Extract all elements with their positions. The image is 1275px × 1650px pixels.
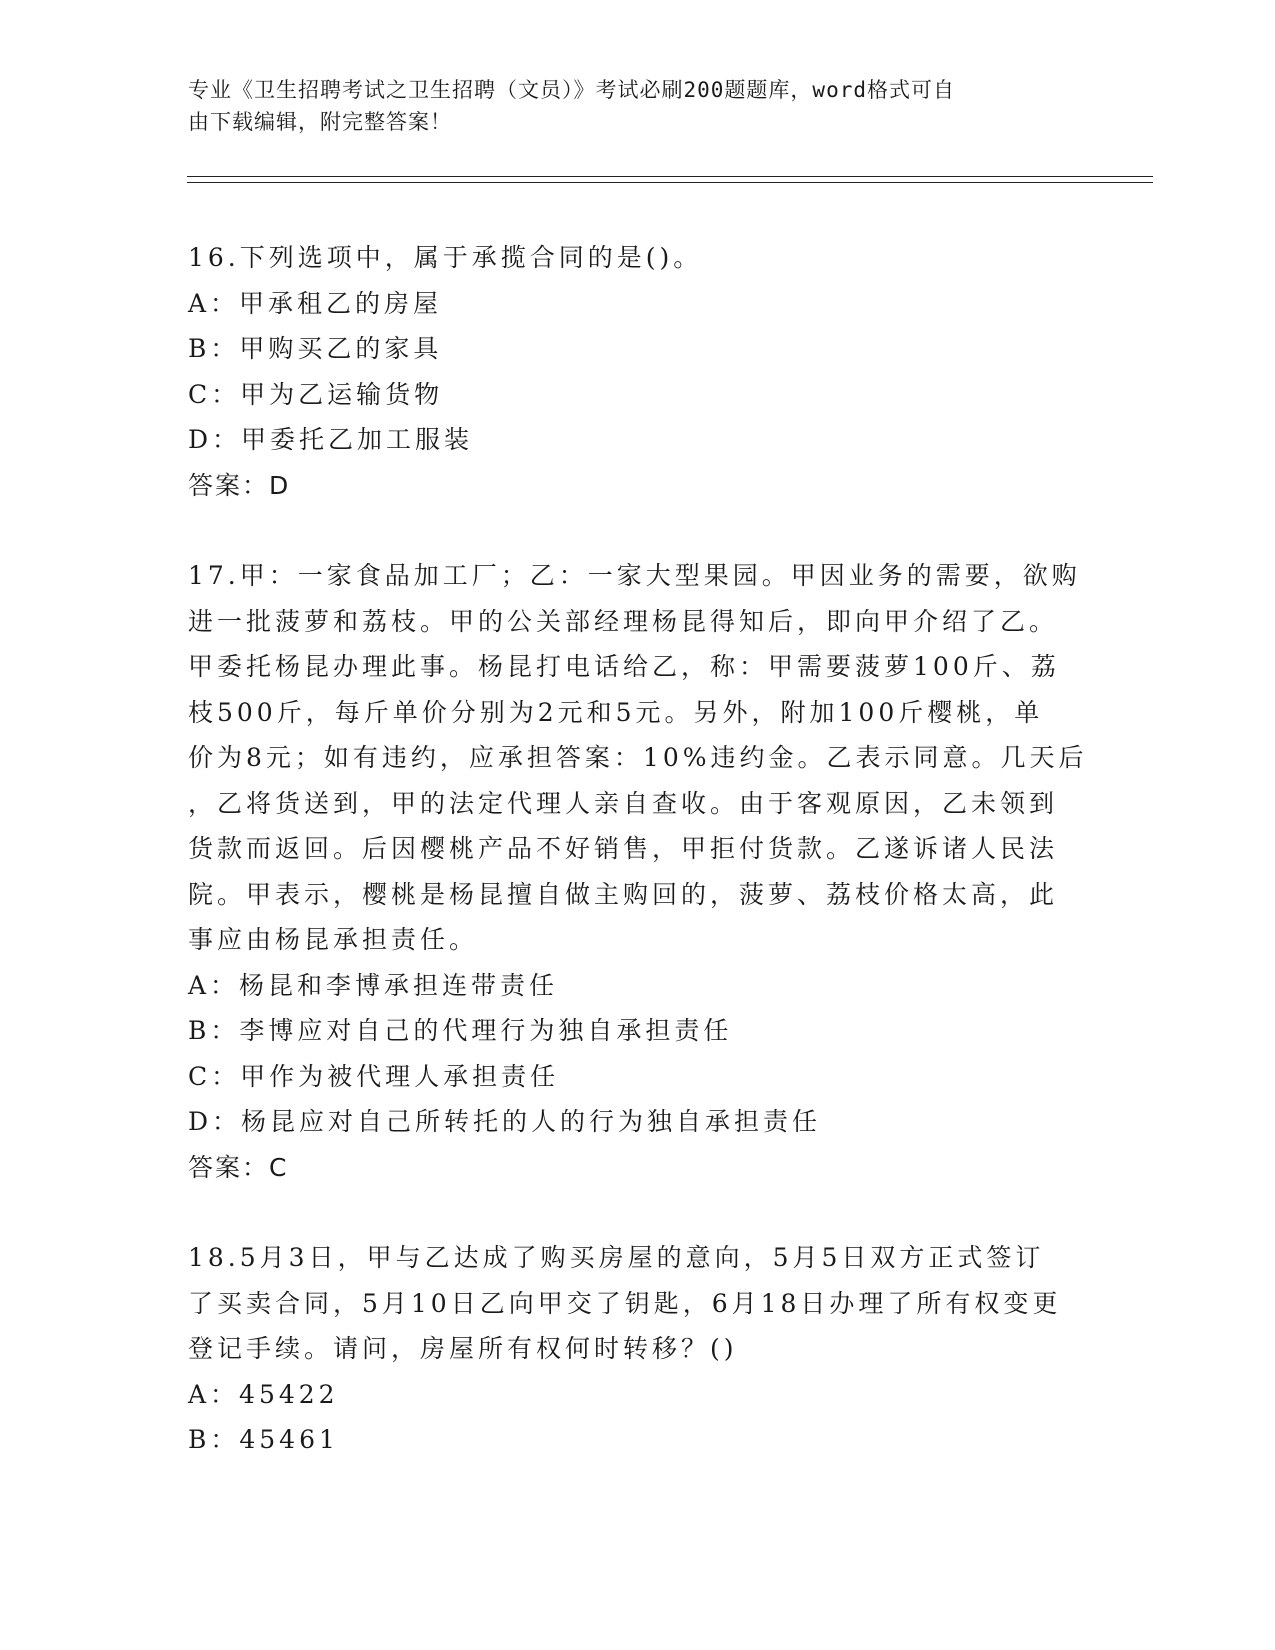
question-stem-line: 了买卖合同，5月10日乙向甲交了钥匙，6月18日办理了所有权变更 <box>188 1288 1062 1318</box>
option-d: D：杨昆应对自己所转托的人的行为独自承担责任 <box>188 1107 822 1136</box>
question-stem-line: 院。甲表示，樱桃是杨昆擅自做主购回的，菠萝、荔枝价格太高，此 <box>188 879 1059 909</box>
document-header <box>188 74 1068 138</box>
question-17 <box>188 553 1088 1190</box>
question-stem-line: 登记手续。请问，房屋所有权何时转移？() <box>188 1334 738 1363</box>
question-stem-line: 18.5月3日，甲与乙达成了购买房屋的意向，5月5日双方正式签订 <box>188 1243 1045 1272</box>
question-18 <box>188 1235 1068 1463</box>
question-stem-line: 进一批菠萝和荔枝。甲的公关部经理杨昆得知后，即向甲介绍了乙。 <box>188 606 1059 636</box>
option-b: B：李博应对自己的代理行为独自承担责任 <box>188 1016 733 1045</box>
question-stem-line: 枝500斤，每斤单价分别为2元和5元。另外，附加100斤樱桃，单 <box>188 697 1044 727</box>
question-stem-line: 17.甲：一家食品加工厂；乙：一家大型果园。甲因业务的需要，欲购 <box>188 561 1081 590</box>
option-c: C：甲作为被代理人承担责任 <box>188 1061 560 1091</box>
question-stem-line: 价为8元；如有违约，应承担答案：10%违约金。乙表示同意。几天后 <box>188 743 1088 772</box>
question-stem-line: 货款而返回。后因樱桃产品不好销售，甲拒付货款。乙遂诉诸人民法 <box>188 834 1059 863</box>
option-d: D：甲委托乙加工服装 <box>188 425 474 454</box>
question-list <box>188 235 1088 1463</box>
header-divider-top <box>187 176 1153 177</box>
option-a: A：杨昆和李博承担连带责任 <box>188 970 559 1000</box>
option-b: B：甲购买乙的家具 <box>188 334 443 363</box>
option-b: B：45461 <box>188 1425 339 1454</box>
answer-line: 答案：D <box>188 470 291 500</box>
question-stem-line: 16.下列选项中，属于承揽合同的是()。 <box>188 243 703 272</box>
question-stem-line: ，乙将货送到，甲的法定代理人亲自查收。由于客观原因，乙未领到 <box>188 788 1059 818</box>
question-stem-line: 甲委托杨昆办理此事。杨昆打电话给乙，称：甲需要菠萝100斤、荔 <box>188 652 1060 681</box>
header-line-1: 专业《卫生招聘考试之卫生招聘（文员）》考试必刷200题题库，word格式可自 <box>188 78 955 102</box>
header-divider-bottom <box>187 182 1153 183</box>
question-16 <box>188 235 1068 508</box>
question-stem-line: 事应由杨昆承担责任。 <box>188 925 479 954</box>
option-a: A：45422 <box>188 1379 339 1409</box>
answer-line: 答案：C <box>188 1152 289 1182</box>
option-c: C：甲为乙运输货物 <box>188 379 444 409</box>
option-a: A：甲承租乙的房屋 <box>188 288 443 318</box>
header-line-2: 由下载编辑，附完整答案！ <box>188 110 452 134</box>
